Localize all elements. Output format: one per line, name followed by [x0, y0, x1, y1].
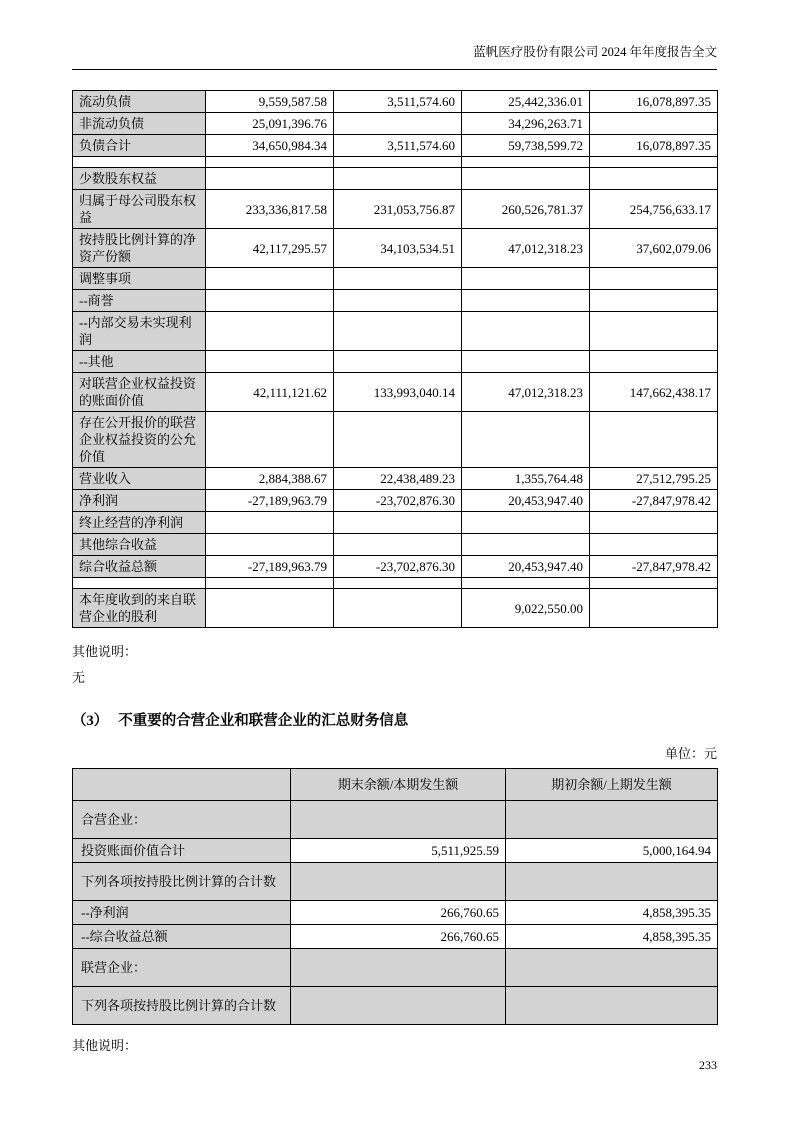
- cell-value: 266,760.65: [291, 925, 506, 949]
- cell-value: [506, 949, 718, 987]
- row-label: 投资账面价值合计: [73, 839, 291, 863]
- cell-value: [462, 512, 590, 534]
- row-label: 负债合计: [73, 135, 206, 157]
- table-row: [73, 987, 718, 1025]
- cell-value: [206, 157, 334, 168]
- other-notes-block: [72, 643, 717, 686]
- cell-value: 42,111,121.62: [206, 373, 334, 412]
- cell-value: [506, 863, 718, 901]
- cell-value: [334, 534, 462, 556]
- row-label: 按持股比例计算的净资产份额: [73, 229, 206, 268]
- cell-value: 9,559,587.58: [206, 91, 334, 113]
- cell-value: 37,602,079.06: [590, 229, 718, 268]
- cell-value: -23,702,876.30: [334, 490, 462, 512]
- cell-value: 2,884,388.67: [206, 468, 334, 490]
- column-header-beginning-balance: 期初余额/上期发生额: [506, 769, 718, 801]
- cell-value: [462, 290, 590, 312]
- table-row: [73, 168, 718, 190]
- table-row: [73, 190, 718, 229]
- table-row: [73, 312, 718, 351]
- cell-value: 34,296,263.71: [462, 113, 590, 135]
- table-row: [73, 229, 718, 268]
- cell-value: [206, 290, 334, 312]
- cell-value: [590, 351, 718, 373]
- cell-value: [462, 312, 590, 351]
- row-label: 终止经营的净利润: [73, 512, 206, 534]
- cell-value: [334, 578, 462, 589]
- column-header-empty: [73, 769, 291, 801]
- cell-value: [334, 512, 462, 534]
- row-label: 营业收入: [73, 468, 206, 490]
- cell-value: [334, 157, 462, 168]
- row-label: 合营企业：: [73, 801, 291, 839]
- table-row: [73, 863, 718, 901]
- row-label: --商誉: [73, 290, 206, 312]
- cell-value: 25,091,396.76: [206, 113, 334, 135]
- cell-value: [334, 113, 462, 135]
- row-label: 联营企业：: [73, 949, 291, 987]
- table-row: [73, 268, 718, 290]
- cell-value: 254,756,633.17: [590, 190, 718, 229]
- table-row: [73, 157, 718, 168]
- cell-value: [206, 312, 334, 351]
- cell-value: [590, 512, 718, 534]
- table-header-row: [73, 769, 718, 801]
- cell-value: 20,453,947.40: [462, 556, 590, 578]
- cell-value: [590, 168, 718, 190]
- cell-value: 3,511,574.60: [334, 91, 462, 113]
- cell-value: [462, 268, 590, 290]
- cell-value: 260,526,781.37: [462, 190, 590, 229]
- row-label: [73, 157, 206, 168]
- cell-value: 133,993,040.14: [334, 373, 462, 412]
- cell-value: [462, 412, 590, 468]
- cell-value: 34,650,984.34: [206, 135, 334, 157]
- section-heading: [72, 712, 717, 731]
- cell-value: 47,012,318.23: [462, 229, 590, 268]
- cell-value: 5,511,925.59: [291, 839, 506, 863]
- row-label: 非流动负债: [73, 113, 206, 135]
- cell-value: [206, 412, 334, 468]
- row-label: 对联营企业权益投资的账面价值: [73, 373, 206, 412]
- cell-value: [334, 312, 462, 351]
- table-row: [73, 839, 718, 863]
- row-label: 其他综合收益: [73, 534, 206, 556]
- cell-value: [206, 578, 334, 589]
- cell-value: 47,012,318.23: [462, 373, 590, 412]
- other-notes-label: 其他说明：: [72, 644, 138, 659]
- cell-value: [291, 863, 506, 901]
- cell-value: 16,078,897.35: [590, 135, 718, 157]
- cell-value: [462, 578, 590, 589]
- cell-value: -27,847,978.42: [590, 556, 718, 578]
- cell-value: 231,053,756.87: [334, 190, 462, 229]
- cell-value: [590, 290, 718, 312]
- row-label: 少数股东权益: [73, 168, 206, 190]
- cell-value: [462, 534, 590, 556]
- section-title: 不重要的合营企业和联营企业的汇总财务信息: [118, 713, 409, 729]
- cell-value: 42,117,295.57: [206, 229, 334, 268]
- page-number: 233: [699, 1058, 717, 1072]
- cell-value: 266,760.65: [291, 901, 506, 925]
- row-label: --内部交易未实现利润: [73, 312, 206, 351]
- cell-value: [291, 801, 506, 839]
- table-row: [73, 578, 718, 589]
- row-label: 归属于母公司股东权益: [73, 190, 206, 229]
- cell-value: [334, 290, 462, 312]
- cell-value: 25,442,336.01: [462, 91, 590, 113]
- table-row: [73, 373, 718, 412]
- table-row: [73, 801, 718, 839]
- cell-value: 3,511,574.60: [334, 135, 462, 157]
- row-label: 本年度收到的来自联营企业的股利: [73, 589, 206, 628]
- cell-value: 20,453,947.40: [462, 490, 590, 512]
- unit-label: 单位：元: [664, 746, 717, 761]
- cell-value: [206, 589, 334, 628]
- row-label: 综合收益总额: [73, 556, 206, 578]
- cell-value: [506, 987, 718, 1025]
- cell-value: [590, 589, 718, 628]
- cell-value: [206, 534, 334, 556]
- other-notes-label-2: 其他说明：: [72, 1038, 138, 1053]
- cell-value: [506, 801, 718, 839]
- table-row: [73, 468, 718, 490]
- table-row: [73, 113, 718, 135]
- cell-value: [462, 168, 590, 190]
- summary-financial-info-table: [72, 768, 718, 1025]
- table-row: [73, 91, 718, 113]
- table-row: [73, 135, 718, 157]
- column-header-ending-balance: 期末余额/本期发生额: [291, 769, 506, 801]
- report-header-title: 蓝帆医疗股份有限公司 2024 年年度报告全文: [72, 44, 717, 70]
- cell-value: [590, 157, 718, 168]
- table-row: [73, 949, 718, 987]
- table-row: [73, 589, 718, 628]
- cell-value: 34,103,534.51: [334, 229, 462, 268]
- cell-value: -27,189,963.79: [206, 556, 334, 578]
- row-label: 净利润: [73, 490, 206, 512]
- cell-value: [291, 987, 506, 1025]
- joint-venture-financials-table: [72, 90, 718, 628]
- cell-value: 233,336,817.58: [206, 190, 334, 229]
- cell-value: -27,847,978.42: [590, 490, 718, 512]
- cell-value: [590, 268, 718, 290]
- cell-value: 27,512,795.25: [590, 468, 718, 490]
- cell-value: 147,662,438.17: [590, 373, 718, 412]
- table-row: [73, 290, 718, 312]
- cell-value: [206, 351, 334, 373]
- cell-value: -27,189,963.79: [206, 490, 334, 512]
- cell-value: 16,078,897.35: [590, 91, 718, 113]
- row-label: 调整事项: [73, 268, 206, 290]
- table-row: [73, 412, 718, 468]
- cell-value: [590, 412, 718, 468]
- table-row: [73, 490, 718, 512]
- row-label: --综合收益总额: [73, 925, 291, 949]
- table-row: [73, 512, 718, 534]
- cell-value: [334, 268, 462, 290]
- cell-value: [334, 589, 462, 628]
- cell-value: 22,438,489.23: [334, 468, 462, 490]
- cell-value: [590, 578, 718, 589]
- cell-value: [206, 268, 334, 290]
- row-label: --净利润: [73, 901, 291, 925]
- cell-value: [462, 157, 590, 168]
- table-row: [73, 556, 718, 578]
- cell-value: [590, 534, 718, 556]
- section-number: （3）: [72, 713, 109, 729]
- cell-value: [462, 351, 590, 373]
- table-row: [73, 925, 718, 949]
- row-label: --其他: [73, 351, 206, 373]
- cell-value: [334, 351, 462, 373]
- cell-value: [590, 113, 718, 135]
- cell-value: [590, 312, 718, 351]
- table-row: [73, 351, 718, 373]
- cell-value: 4,858,395.35: [506, 925, 718, 949]
- cell-value: 1,355,764.48: [462, 468, 590, 490]
- cell-value: 5,000,164.94: [506, 839, 718, 863]
- cell-value: 4,858,395.35: [506, 901, 718, 925]
- cell-value: [206, 512, 334, 534]
- cell-value: [206, 168, 334, 190]
- row-label: [73, 578, 206, 589]
- cell-value: [334, 412, 462, 468]
- row-label: 流动负债: [73, 91, 206, 113]
- table-row: [73, 534, 718, 556]
- table-row: [73, 901, 718, 925]
- other-notes-content: 无: [72, 670, 86, 685]
- cell-value: -23,702,876.30: [334, 556, 462, 578]
- row-label: 下列各项按持股比例计算的合计数: [73, 863, 291, 901]
- cell-value: 9,022,550.00: [462, 589, 590, 628]
- row-label: 下列各项按持股比例计算的合计数: [73, 987, 291, 1025]
- cell-value: [291, 949, 506, 987]
- cell-value: [334, 168, 462, 190]
- row-label: 存在公开报价的联营企业权益投资的公允价值: [73, 412, 206, 468]
- cell-value: 59,738,599.72: [462, 135, 590, 157]
